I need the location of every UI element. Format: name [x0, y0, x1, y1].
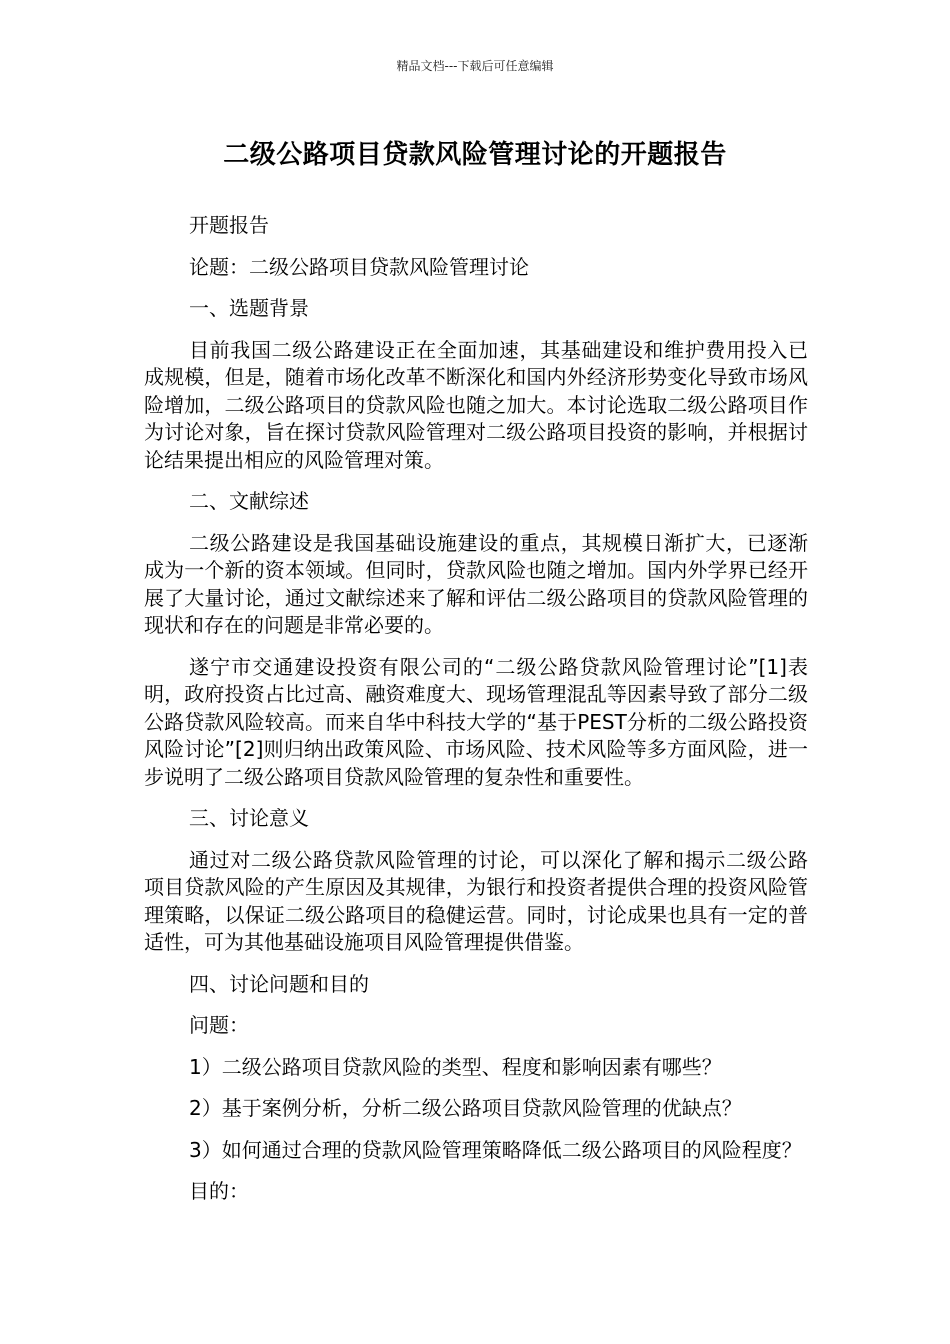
question-item-1: 1）二级公路项目贷款风险的类型、程度和影响因素有哪些？	[189, 1054, 722, 1079]
paragraph-background: 目前我国二级公路建设正在全面加速，其基础建设和维护费用投入已成规模，但是，随着市场化改革不断深化和国内外经济形势变化导致市场风险增加，二级公路项目的贷款风险也随之加大。本讨论选取二级公路项目作为讨论对象，旨在探讨贷款风险管理对二级公路项目投资的影响，并根据讨论结果提出相应的风险管理对策。	[144, 337, 808, 472]
document-title: 二级公路项目贷款风险管理讨论的开题报告	[223, 140, 727, 170]
paragraph-significance: 通过对二级公路贷款风险管理的讨论，可以深化了解和揭示二级公路项目贷款风险的产生原因及其规律，为银行和投资者提供合理的投资风险管理策略，以保证二级公路项目的稳健运营。同时，讨论成果也具有一定的普适性，可为其他基础设施项目风险管理提供借鉴。	[144, 847, 808, 954]
paragraph-literature-1: 二级公路建设是我国基础设施建设的重点，其规模日渐扩大，已逐渐成为一个新的资本领域。但同时，贷款风险也随之增加。国内外学界已经开展了大量讨论，通过文献综述来了解和评估二级公路项目的贷款风险管理的现状和存在的问题是非常必要的。	[144, 530, 808, 637]
heading-significance: 三、讨论意义	[189, 806, 309, 830]
paragraph-literature-2: 遂宁市交通建设投资有限公司的“二级公路贷款风险管理讨论”[1]表明，政府投资占比过高、融资难度大、现场管理混乱等因素导致了部分二级公路贷款风险较高。而来自华中科技大学的“基于PEST分析的二级公路投资风险讨论”[2]则归纳出政策风险、市场风险、技术风险等多方面风险，进一步说明了二级公路项目贷款风险管理的复杂性和重要性。	[144, 654, 808, 789]
document-body	[144, 212, 808, 1220]
section-label-report: 开题报告	[189, 213, 269, 237]
question-item-3: 3）如何通过合理的贷款风险管理策略降低二级公路项目的风险程度？	[189, 1137, 802, 1162]
question-item-2: 2）基于案例分析，分析二级公路项目贷款风险管理的优缺点？	[189, 1096, 742, 1120]
label-questions: 问题：	[189, 1013, 249, 1037]
heading-literature-review: 二、文献综述	[189, 489, 309, 513]
label-goals: 目的：	[189, 1179, 249, 1203]
heading-background: 一、选题背景	[189, 296, 309, 320]
heading-questions-goals: 四、讨论问题和目的	[189, 971, 369, 996]
topic-line: 论题：二级公路项目贷款风险管理讨论	[189, 254, 529, 279]
header-note: 精品文档---下载后可任意编辑	[396, 59, 554, 73]
